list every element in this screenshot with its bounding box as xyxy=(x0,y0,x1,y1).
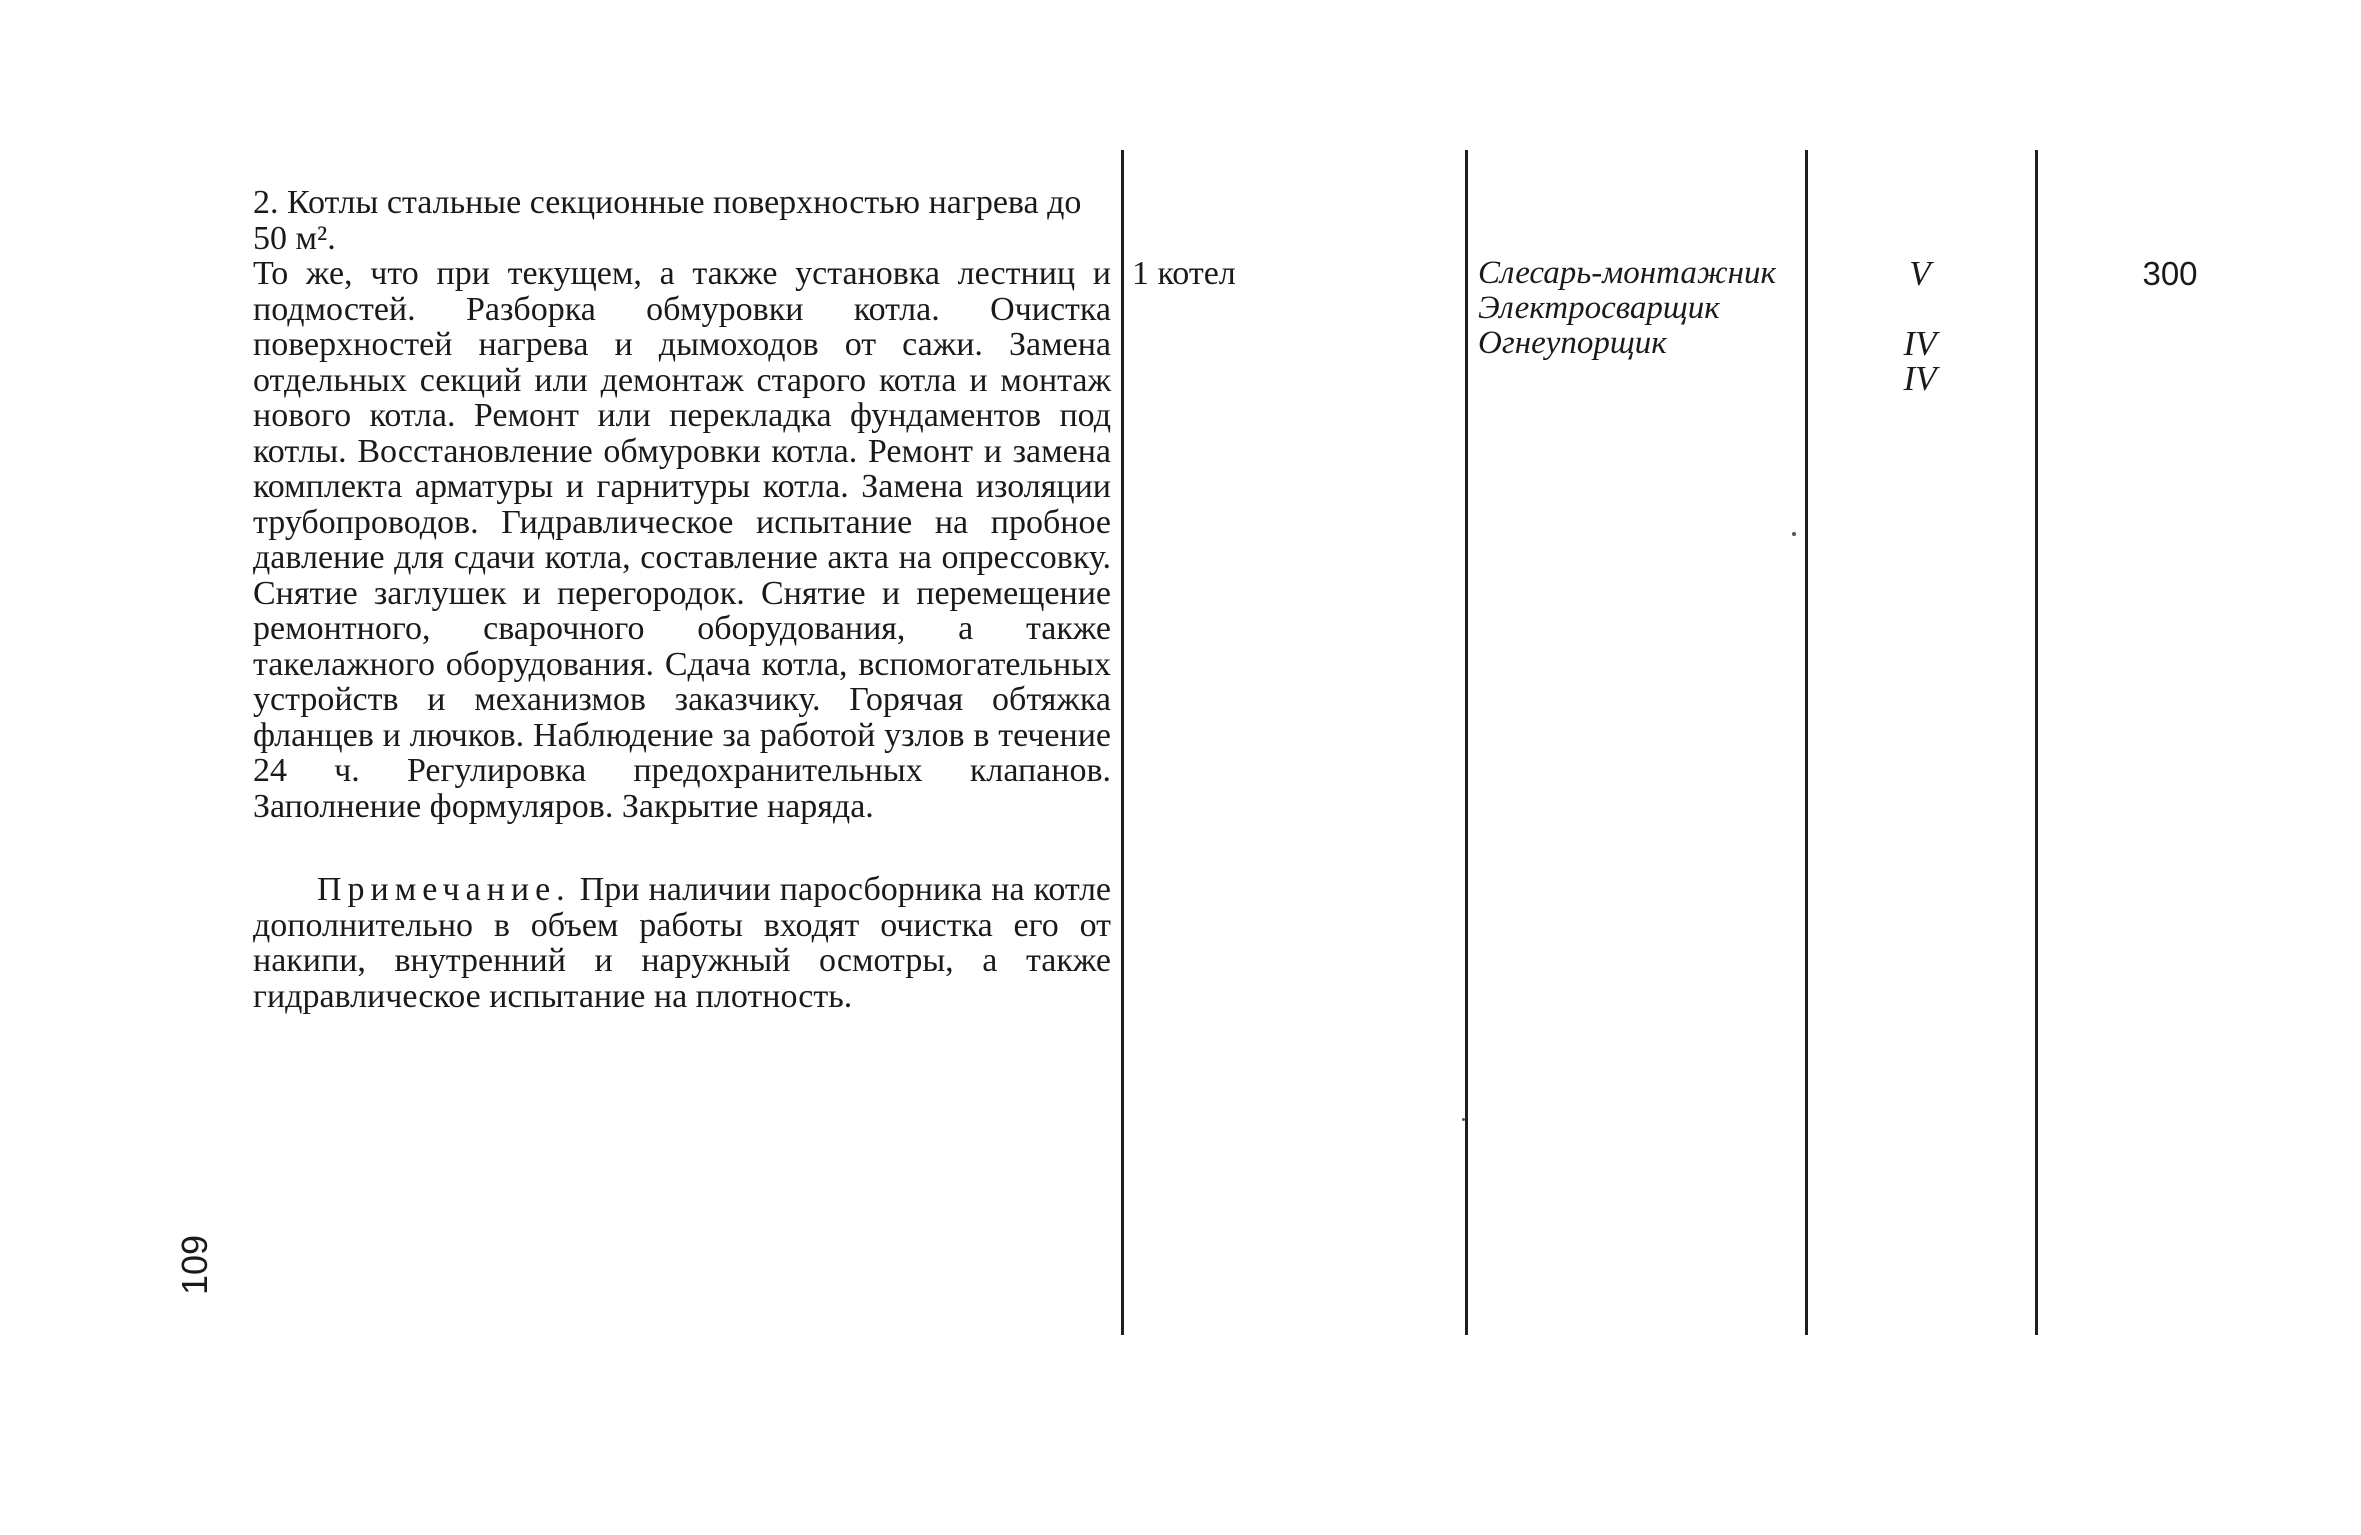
worker-profession: Электросварщик xyxy=(1478,290,1720,326)
worker-profession: Огнеупорщик xyxy=(1478,325,1667,361)
column-rule-1 xyxy=(1121,150,1124,1335)
item-title: 2. Котлы стальные секционные поверхностью нагрева до 50 м². xyxy=(253,184,1082,257)
workers-column xyxy=(1478,256,1808,361)
work-description-column xyxy=(253,185,1111,1014)
work-description: То же, что при текущем, а также установка лестниц и подмостей. Разборка обмуровки котла. Очистка поверхностей нагрева и дымоходов от сажи. Замена отдельных секций или демонтаж старого котла и монтаж нового котла. Ремонт или перекладка фундаментов под котлы. Восстановление обмуровки котла. Ремонт и замена комплекта арматуры и гарнитуры котла. Замена изоляции трубопроводов. Гидравлическое испытание на пробное давление для сдачи котла, составление акта на опрессовку. Снятие заглушек и перегородок. Снятие и перемещение ремонтного, сварочного оборудования, а также такелажного оборудования. Сдача котла, вспомогательных устройств и механизмов заказчику. Горячая обтяжка фланцев и лючков. Наблюдение за работой узлов в течение 24 ч. Регулировка предохранительных клапанов. Заполнение формуляров. Закрытие наряда. xyxy=(253,255,1111,825)
column-rule-4 xyxy=(2035,150,2038,1335)
worker-profession: Слесарь-монтажник xyxy=(1478,255,1776,291)
norm-value: 300 xyxy=(2142,255,2198,292)
unit-column xyxy=(1132,256,1452,292)
page-number: 109 xyxy=(174,1234,215,1295)
scan-speck xyxy=(1792,532,1796,536)
scan-speck xyxy=(1462,1118,1465,1121)
note-text: При наличии паросборника на котле дополнительно в объем работы входят очистка его от накипи, внутренний и наружный осмотры, а также гидравлическое испытание на плотность. xyxy=(253,871,1112,1015)
worker-grade: IV xyxy=(1903,324,1937,363)
grade-column xyxy=(1810,256,2030,396)
note-label: Примечание. xyxy=(317,871,571,908)
worker-grade: IV xyxy=(1903,359,1937,398)
column-rule-2 xyxy=(1465,150,1468,1335)
unit-value: 1 котел xyxy=(1132,255,1236,292)
note xyxy=(253,872,1111,1014)
norm-column xyxy=(2040,256,2300,291)
worker-grade: V xyxy=(1909,254,1931,293)
